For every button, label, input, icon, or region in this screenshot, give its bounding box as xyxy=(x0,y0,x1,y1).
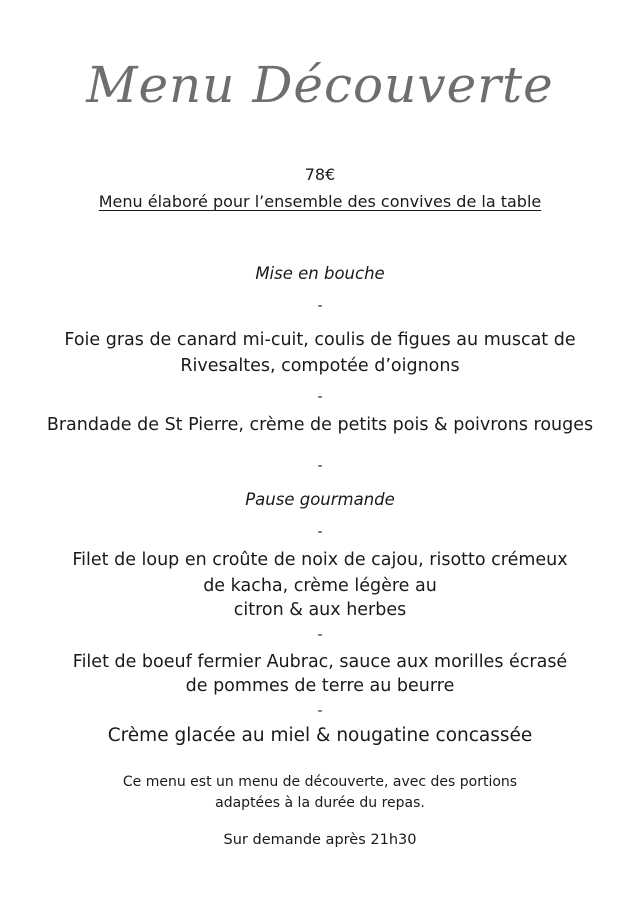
separator: - xyxy=(317,703,323,719)
amuse-bouche-heading: Mise en bouche xyxy=(255,264,385,283)
separator: - xyxy=(317,458,323,474)
course-boeuf-line-2: de pommes de terre au beurre xyxy=(185,676,455,696)
menu-note-line-2: adaptées à la durée du repas. xyxy=(215,795,425,811)
separator: - xyxy=(317,298,323,314)
dessert-item: Crème glacée au miel & nougatine concassée xyxy=(107,725,533,746)
pause-gourmande-heading: Pause gourmande xyxy=(245,490,395,509)
availability-note: Sur demande après 21h30 xyxy=(223,832,417,848)
menu-title: Menu Découverte xyxy=(86,56,554,114)
course-brandade: Brandade de St Pierre, crème de petits pois & poivrons rouges xyxy=(46,415,594,435)
course-loup-line-1: Filet de loup en croûte de noix de cajou, risotto crémeux xyxy=(72,550,568,570)
separator: - xyxy=(317,627,323,643)
menu-price: 78€ xyxy=(304,165,336,184)
separator: - xyxy=(317,389,323,405)
course-loup-line-2: de kacha, crème légère au xyxy=(203,576,437,596)
course-loup-line-3: citron & aux herbes xyxy=(233,600,407,620)
menu-note-line-1: Ce menu est un menu de découverte, avec des portions xyxy=(122,774,518,790)
separator: - xyxy=(317,524,323,540)
course-foie-gras-line-2: Rivesaltes, compotée d’oignons xyxy=(180,356,460,376)
course-boeuf-line-1: Filet de boeuf fermier Aubrac, sauce aux morilles écrasé xyxy=(72,652,568,672)
course-foie-gras-line-1: Foie gras de canard mi-cuit, coulis de figues au muscat de xyxy=(64,330,576,350)
menu-subtitle: Menu élaboré pour l’ensemble des convives de la table xyxy=(98,192,542,211)
